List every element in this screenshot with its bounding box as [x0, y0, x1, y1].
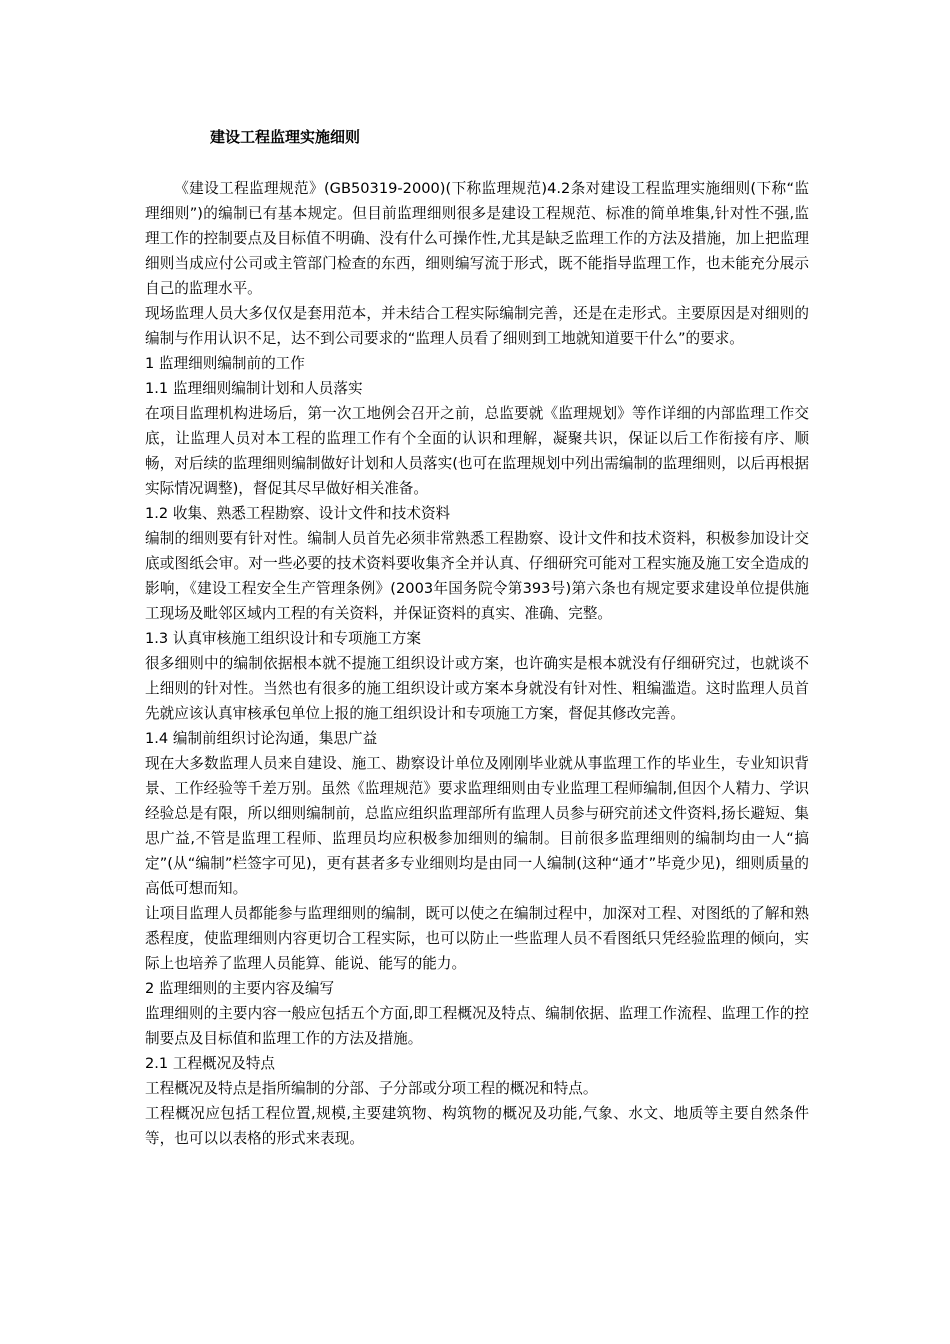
body-paragraph: 编制的细则要有针对性。编制人员首先必须非常熟悉工程勘察、设计文件和技术资料，积极参加设计交底或图纸会审。对一些必要的技术资料要收集齐全并认真、仔细研究可能对工程实施及施工安全造成的影响，《建设工程安全生产管理条例》(2003年国务院令第393号)第六条也有规定要求建设单位提供施工现场及毗邻区域内工程的有关资料，并保证资料的真实、准确、完整。 [145, 530, 809, 622]
section-heading: 1.2 收集、熟悉工程勘察、设计文件和技术资料 [145, 505, 451, 522]
body-paragraph: 现场监理人员大多仅仅是套用范本，并未结合工程实际编制完善，还是在走形式。主要原因是对细则的编制与作用认识不足，达不到公司要求的“监理人员看了细则到工地就知道要干什么”的要求。 [145, 305, 809, 347]
body-paragraph: 在项目监理机构进场后，第一次工地例会召开之前，总监要就《监理规划》等作详细的内部监理工作交底，让监理人员对本工程的监理工作有个全面的认识和理解，凝聚共识，保证以后工作衔接有序、顺畅，对后续的监理细则编制做好计划和人员落实(也可在监理规划中列出需编制的监理细则，以后再根据实际情况调整)，督促其尽早做好相关准备。 [145, 405, 809, 497]
document-title: 建设工程监理实施细则 [210, 128, 361, 146]
body-paragraph: 工程概况及特点是指所编制的分部、子分部或分项工程的概况和特点。 [145, 1080, 598, 1097]
section-heading: 1.4 编制前组织讨论沟通，集思广益 [145, 730, 378, 747]
document-body [145, 176, 809, 1151]
body-paragraph: 监理细则的主要内容一般应包括五个方面,即工程概况及特点、编制依据、监理工作流程、监理工作的控制要点及目标值和监理工作的方法及措施。 [145, 1005, 809, 1047]
body-paragraph: 现在大多数监理人员来自建设、施工、勘察设计单位及刚刚毕业就从事监理工作的毕业生，专业知识背景、工作经验等千差万别。虽然《监理规范》要求监理细则由专业监理工程师编制,但因个人精力、学识经验总是有限，所以细则编制前，总监应组织监理部所有监理人员参与研究前述文件资料,扬长避短、集思广益,不管是监理工程师、监理员均应积极参加细则的编制。目前很多监理细则的编制均由一人“搞定”(从“编制”栏签字可见)，更有甚者多专业细则均是由同一人编制(这种“通才”毕竟少见)，细则质量的高低可想而知。 [145, 755, 809, 897]
section-heading: 2 监理细则的主要内容及编写 [145, 980, 335, 997]
section-heading: 1 监理细则编制前的工作 [145, 355, 305, 372]
body-paragraph: 很多细则中的编制依据根本就不提施工组织设计或方案，也许确实是根本就没有仔细研究过，也就谈不上细则的针对性。当然也有很多的施工组织设计或方案本身就没有针对性、粗编滥造。这时监理人员首先就应该认真审核承包单位上报的施工组织设计和专项施工方案，督促其修改完善。 [145, 655, 809, 722]
section-heading: 2.1 工程概况及特点 [145, 1055, 276, 1072]
body-paragraph: 让项目监理人员都能参与监理细则的编制，既可以使之在编制过程中，加深对工程、对图纸的了解和熟悉程度，使监理细则内容更切合工程实际，也可以防止一些监理人员不看图纸只凭经验监理的倾向，实际上也培养了监理人员能算、能说、能写的能力。 [145, 905, 809, 972]
section-heading: 1.3 认真审核施工组织设计和专项施工方案 [145, 630, 421, 647]
body-paragraph: 工程概况应包括工程位置,规模,主要建筑物、构筑物的概况及功能,气象、水文、地质等主要自然条件等，也可以以表格的形式来表现。 [145, 1105, 809, 1147]
body-paragraph: 《建设工程监理规范》(GB50319-2000)(下称监理规范)4.2条对建设工程监理实施细则(下称“监理细则”)的编制已有基本规定。但目前监理细则很多是建设工程规范、标准的简单堆集,针对性不强,监理工作的控制要点及目标值不明确、没有什么可操作性,尤其是缺乏监理工作的方法及措施，加上把监理细则当成应付公司或主管部门检查的东西，细则编写流于形式，既不能指导监理工作，也未能充分展示自己的监理水平。 [145, 180, 809, 297]
section-heading: 1.1 监理细则编制计划和人员落实 [145, 380, 363, 397]
